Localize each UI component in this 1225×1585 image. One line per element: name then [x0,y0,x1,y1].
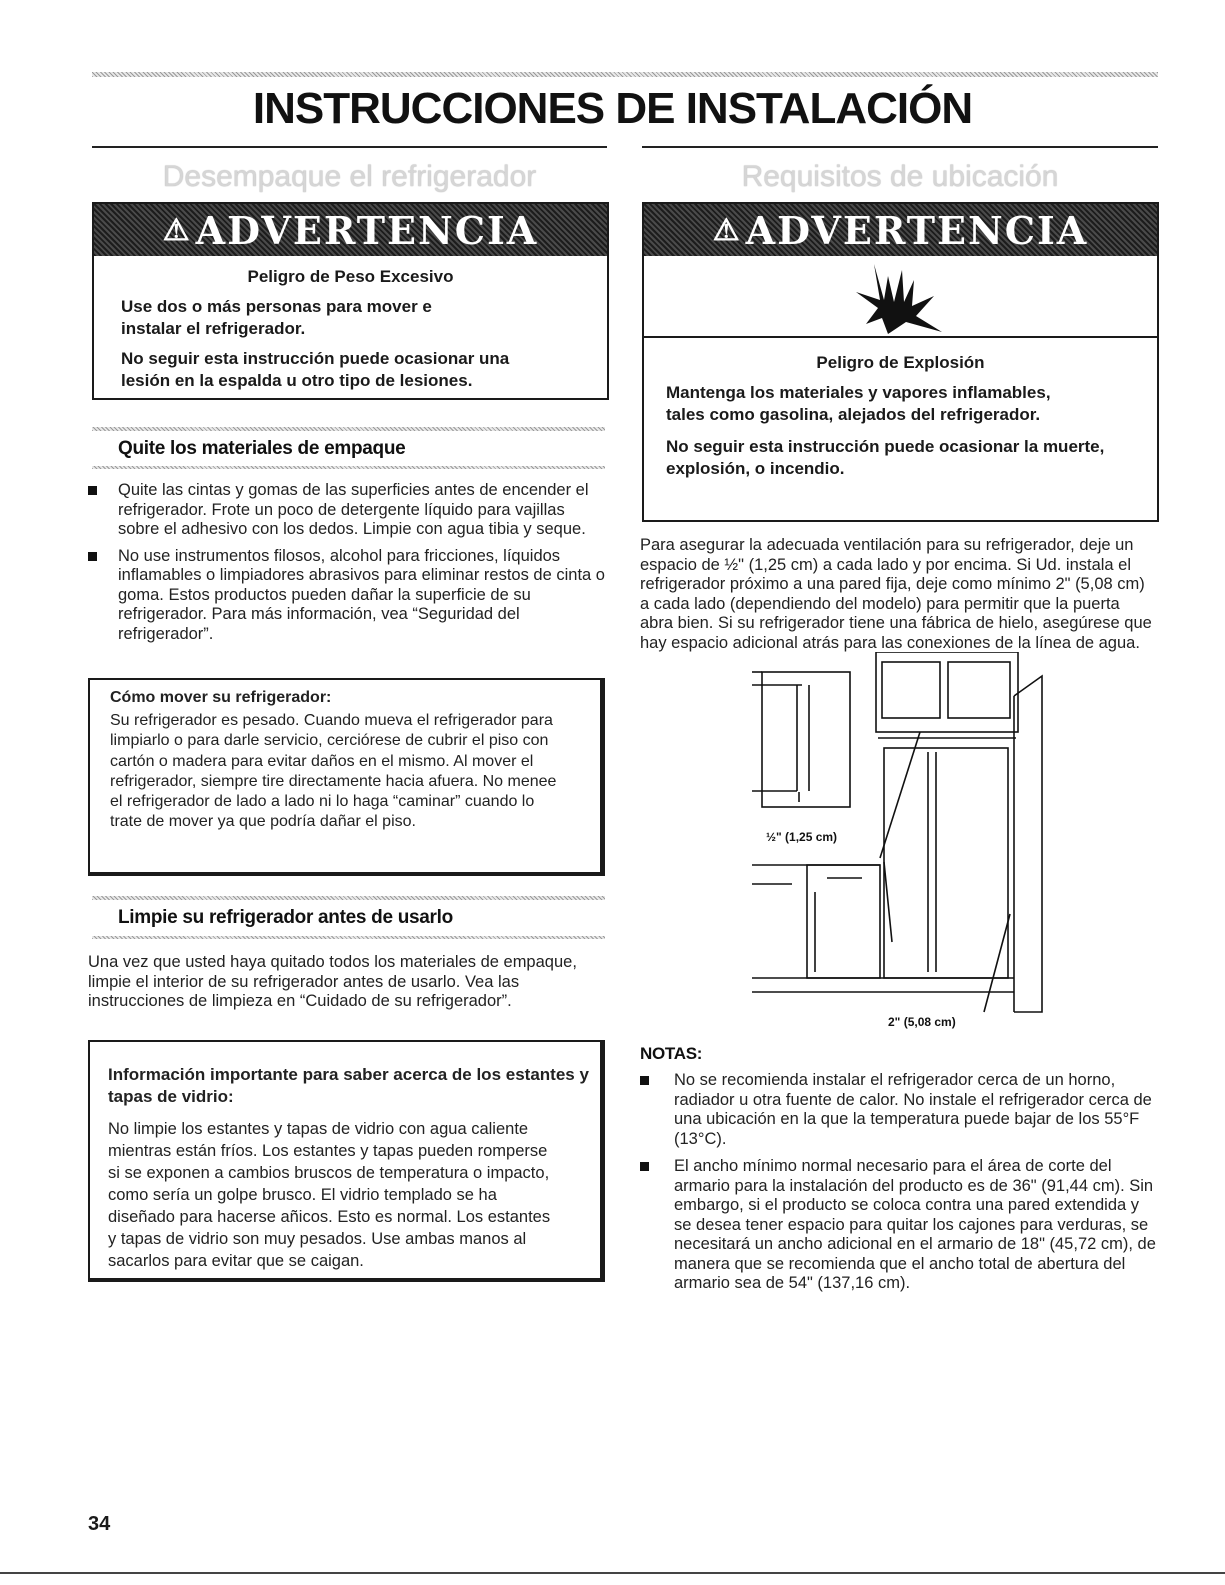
clearance-label-two: 2" (5,08 cm) [888,1015,956,1029]
subhead-bar-top [92,896,605,900]
notes-title: NOTAS: [640,1044,703,1063]
warning-triangle-icon: ⚠ [162,212,192,248]
bottom-rule [0,1572,1225,1574]
right-divider [642,146,1158,148]
explosion-icon [854,262,944,336]
warning-header [94,204,607,256]
warning-line-1: Mantenga los materiales y vapores inflamables, tales como gasolina, alejados del refrigerador. [666,383,1051,424]
moving-title: Cómo mover su refrigerador: [110,689,332,706]
warning-line-2: No seguir esta instrucción puede ocasionar una lesión en la espalda u otro tipo de lesiones. [121,349,510,390]
top-hatch-bar [92,72,1158,77]
right-section-title: Requisitos de ubicación [741,160,1059,193]
packing-heading: Quite los materiales de empaque [118,438,406,459]
warning-header [644,204,1157,256]
shelves-info-box [88,1040,605,1282]
moving-info-box [88,678,605,876]
moving-text: Su refrigerador es pesado. Cuando mueva el refrigerador para limpiarlo o para darle servicio, cerciórese de cubrir el piso con cartón o madera para evitar daños en el mismo. Al mover el refrigerador, siempre tire directamente hacia afuera. No menee el refrigerador de lado a lado ni lo haga “caminar” cuando lo trate de mover ya que podría dañar el piso. [110,712,557,831]
left-divider [92,146,607,148]
explosion-icon-area [644,256,1157,338]
list-item: El ancho mínimo normal necesario para el área de corte del armario para la instalación del producto es de 36" (91,44 cm). Sin embargo, si el producto se coloca contra una pared extendida y se desea tener espacio para quitar los cajones para verduras, se necesitará un ancho adicional en el armario de 18" (45,72 cm), de manera que se recomienda que el ancho total de abertura del armario sea de 54" (137,16 cm). [640,1157,1160,1294]
clearance-label-half: ½" (1,25 cm) [766,830,838,844]
cleaning-heading: Limpie su refrigerador antes de usarlo [118,907,453,928]
page-title: INSTRUCCIONES DE INSTALACIÓN [252,84,973,133]
subhead-bar-bottom [92,466,605,469]
explosion-warning-panel [642,202,1159,522]
weight-warning-panel [92,202,609,400]
warning-heading: ADVERTENCIA [745,207,1089,253]
list-item: No use instrumentos filosos, alcohol para fricciones, líquidos inflamables o limpiadores abrasivos para eliminar restos de cinta o goma. Estos productos pueden dañar la superficie de su refrigerador. Para más información, vea “Seguridad del refrigerador”. [88,547,606,645]
cleaning-text: Una vez que usted haya quitado todos los materiales de empaque, limpie el interior de su refrigerador antes de usarlo. Vea las instrucciones de limpieza en “Cuidado de su refrigerador”. [88,953,577,1010]
shelves-text: No limpie los estantes y tapas de vidrio con agua caliente mientras están fríos. Los estantes y tapas pueden romperse si se exponen a cambios bruscos de temperatura o impacto, como sería un golpe brusco. El vidrio templado se ha diseñado para hacerse añicos. Esto es normal. Los estantes y tapas de vidrio son muy pesados. Use ambas manos al sacarlos para evitar que se caigan. [108,1120,551,1270]
hazard-title: Peligro de Peso Excesivo [247,267,454,286]
shelves-title: Información importante para saber acerca de los estantes y tapas de vidrio: [108,1065,589,1106]
location-intro: Para asegurar la adecuada ventilación para su refrigerador, deje un espacio de ½" (1,25 cm) a cada lado y por encima. Si Ud. instala el refrigerador próximo a una pared fija, deje como mínimo 2" (5,08 cm) a cada lado (dependiendo del modelo) para permitir que la puerta abra bien. Si su refrigerador tiene una fábrica de hielo, asegúrese que hay espacio adicional atrás para las conexiones de la línea de agua. [640,536,1152,652]
installation-diagram [752,652,1052,1032]
warning-heading: ADVERTENCIA [195,207,539,253]
warning-line-2: No seguir esta instrucción puede ocasionar la muerte, explosión, o incendio. [666,437,1105,478]
packing-list [88,481,606,651]
warning-line-1: Use dos o más personas para mover e instalar el refrigerador. [121,297,432,338]
list-item: No se recomienda instalar el refrigerador cerca de un horno, radiador u otra fuente de calor. No instale el refrigerador cerca de una ubicación en la que la temperatura puede bajar de los 55°F (13°C). [640,1071,1160,1149]
subhead-bar-bottom [92,936,605,939]
subhead-bar-top [92,427,605,431]
list-item: Quite las cintas y gomas de las superficies antes de encender el refrigerador. Frote un poco de detergente líquido para vajillas sobre el adhesivo con los dedos. Limpie con agua tibia y seque. [88,481,606,540]
notes-list [640,1071,1160,1301]
hazard-title: Peligro de Explosión [816,353,985,372]
warning-triangle-icon: ⚠ [712,212,742,248]
page-number: 34 [88,1513,111,1535]
left-section-title: Desempaque el refrigerador [162,160,537,193]
